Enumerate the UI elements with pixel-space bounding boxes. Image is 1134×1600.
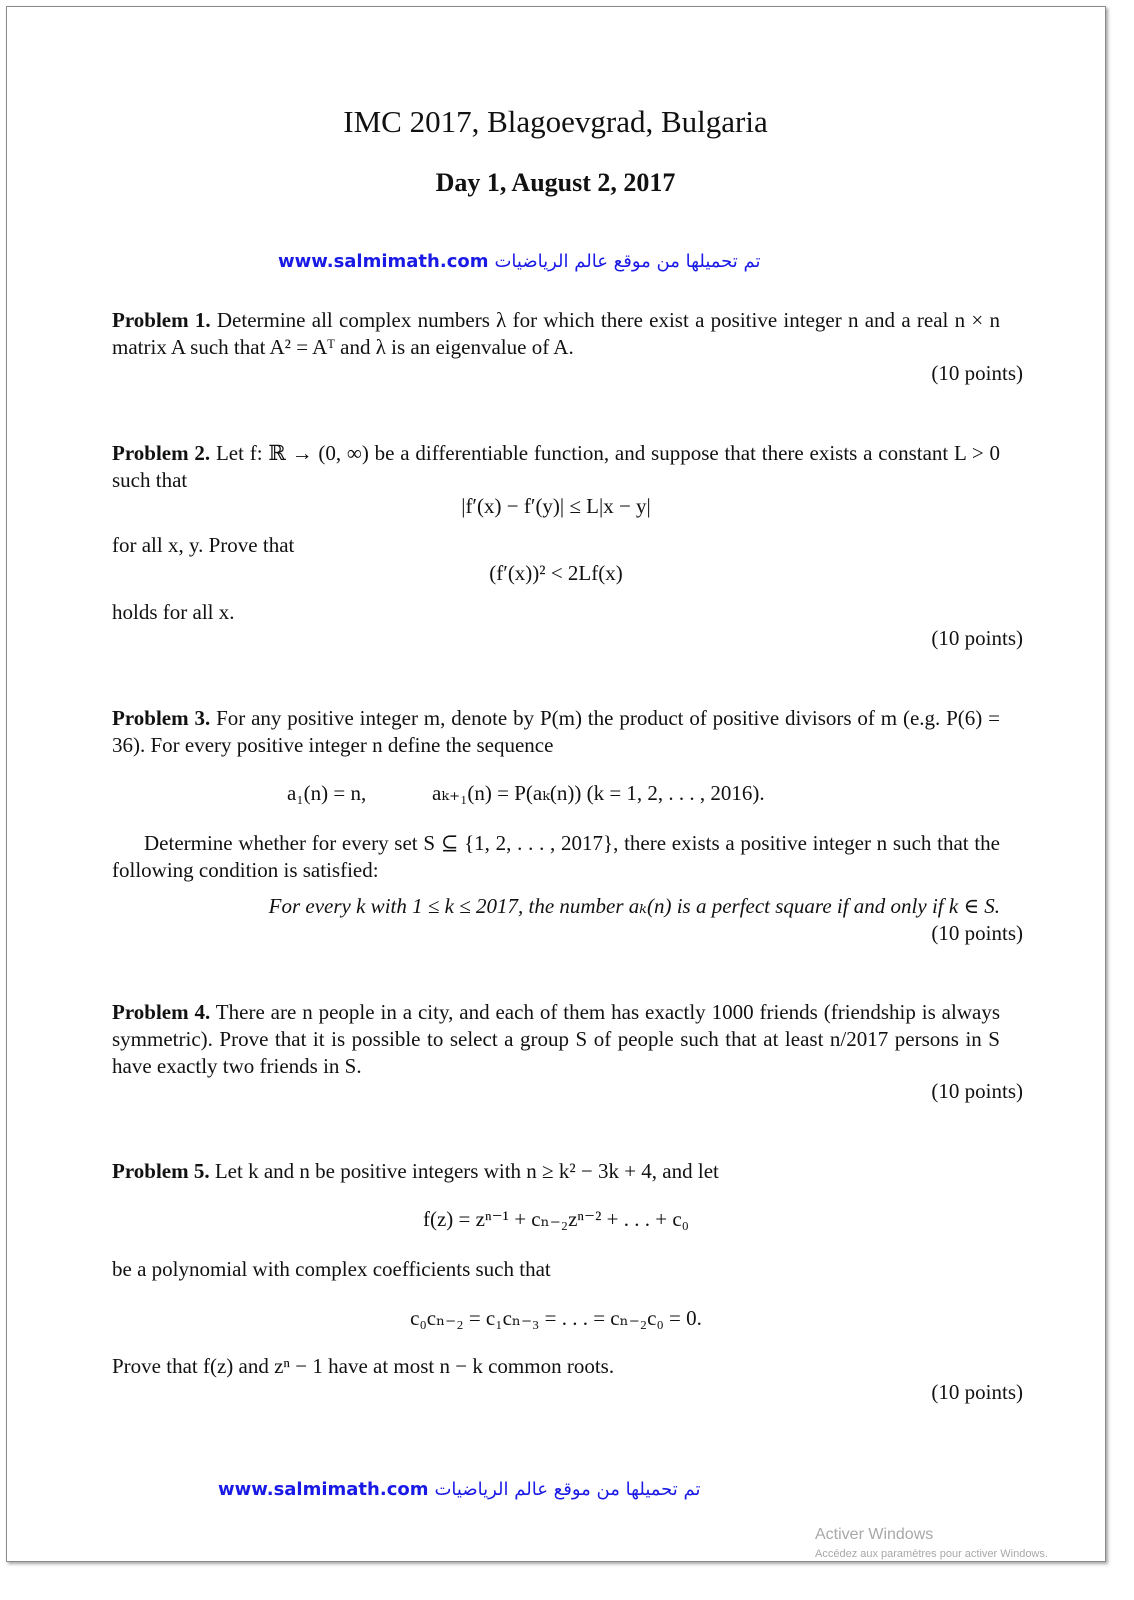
problem-2-label: Problem 2. (112, 441, 211, 465)
problem-3-points: (10 points) (931, 921, 1023, 945)
watermark-arabic: تم تحميلها من موقع عالم الرياضيات (494, 251, 761, 272)
problem-5-formula-2: c₀cₙ₋₂ = c₁cₙ₋₃ = . . . = cₙ₋₂c₀ = 0. (410, 1306, 702, 1330)
problem-2-formula-2: (f′(x))² < 2Lf(x) (489, 561, 623, 585)
page-title: IMC 2017, Blagoevgrad, Bulgaria (343, 104, 768, 139)
problem-2-intro: Let f: ℝ → (0, ∞) be a differentiable function, and suppose that there exists a constant L > 0 such that (112, 441, 1000, 492)
problem-4 (112, 999, 1000, 1080)
problem-5 (112, 1158, 1000, 1185)
problem-4-label: Problem 4. (112, 1000, 211, 1024)
watermark-url: www.salmimath.com (278, 251, 489, 272)
problem-5-middle: be a polynomial with complex coefficients such that (112, 1257, 551, 1281)
problem-4-text: There are n people in a city, and each of them has exactly 1000 friends (friendship is always symmetric). Prove that it is possible to select a group S of people such that at least n/2017 persons in S have exactly two friends in S. (112, 1000, 1000, 1078)
watermark-arabic: تم تحميلها من موقع عالم الرياضيات (434, 1479, 701, 1500)
problem-2-formula-1: |f′(x) − f′(y)| ≤ L|x − y| (461, 494, 651, 518)
problem-5-formula-1: f(z) = zⁿ⁻¹ + cₙ₋₂zⁿ⁻² + . . . + c₀ (422, 1207, 689, 1231)
problem-3-label: Problem 3. (112, 706, 211, 730)
problem-5-points: (10 points) (931, 1380, 1023, 1404)
watermark-top (278, 251, 761, 272)
problem-4-points: (10 points) (931, 1079, 1023, 1103)
problem-3-intro: For any positive integer m, denote by P(m) the product of positive divisors of m (e.g. P(6) = 36). For every positive integer n define the sequence (112, 706, 1000, 757)
page-subtitle: Day 1, August 2, 2017 (435, 168, 676, 197)
problem-3-formula-b: aₖ₊₁(n) = P(aₖ(n)) (k = 1, 2, . . . , 2016). (432, 781, 765, 805)
problem-3-formula-a: a₁(n) = n, (287, 781, 367, 805)
problem-2-outro: holds for all x. (112, 600, 235, 624)
problem-5-intro: Let k and n be positive integers with n ≥ k² − 3k + 4, and let (214, 1159, 719, 1183)
activate-windows-subtitle: Accédez aux paramètres pour activer Windows. (815, 1548, 1048, 1560)
problem-2 (112, 440, 1000, 494)
problem-5-label: Problem 5. (112, 1159, 210, 1183)
problem-1-text: Determine all complex numbers λ for which there exist a positive integer n and a real n × n matrix A such that A² = Aᵀ and λ is an eigenvalue of A. (112, 308, 1000, 359)
problem-3-question: Determine whether for every set S ⊆ {1, 2, . . . , 2017}, there exists a positive integer n such that the following condition is satisfied: (112, 831, 1000, 882)
problem-3-condition: For every k with 1 ≤ k ≤ 2017, the number aₖ(n) is a perfect square if and only if k ∈ S. (268, 894, 1000, 918)
problem-5-outro: Prove that f(z) and zⁿ − 1 have at most n − k common roots. (112, 1354, 615, 1378)
problem-3 (112, 705, 1000, 759)
problem-1 (112, 307, 1000, 361)
watermark-url: www.salmimath.com (218, 1479, 429, 1500)
problem-1-points: (10 points) (931, 361, 1023, 385)
activate-windows-title: Activer Windows (815, 1526, 934, 1543)
problem-1-label: Problem 1. (112, 308, 211, 332)
problem-2-middle: for all x, y. Prove that (112, 533, 295, 557)
problem-2-points: (10 points) (931, 626, 1023, 650)
watermark-bottom (218, 1479, 701, 1500)
